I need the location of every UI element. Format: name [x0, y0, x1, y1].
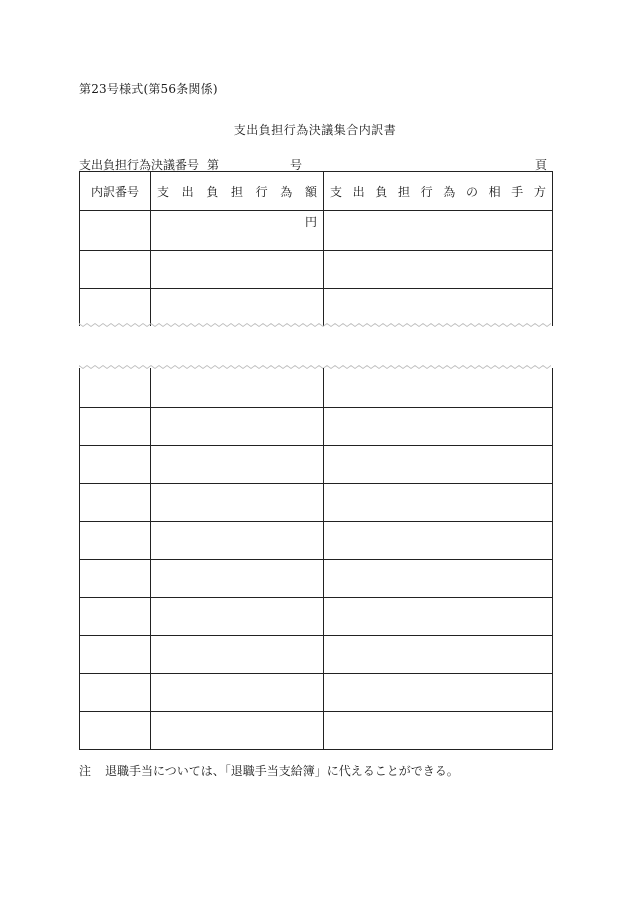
amount-cell[interactable] [151, 407, 324, 445]
breakdown-table-top [79, 171, 553, 326]
counterparty-cell[interactable] [324, 673, 553, 711]
table-row [80, 559, 553, 597]
counterparty-cell[interactable] [324, 597, 553, 635]
header-char: 出 [352, 184, 365, 199]
header-char: 行 [420, 184, 433, 199]
table-row [80, 445, 553, 483]
counterparty-cell[interactable] [324, 635, 553, 673]
page-label: 頁 [535, 158, 548, 172]
header-amount [151, 172, 324, 211]
table-header-row [80, 172, 553, 211]
breakdown-table-bottom [79, 368, 553, 750]
breakdown-number-cell[interactable] [80, 445, 151, 483]
header-char: の [465, 184, 478, 199]
table-break-wave-top [79, 322, 551, 328]
header-char: 支 [330, 184, 343, 199]
breakdown-number-cell[interactable] [80, 597, 151, 635]
counterparty-cell[interactable] [324, 407, 553, 445]
table-row [80, 483, 553, 521]
header-amount-chars [151, 183, 323, 200]
header-char: 為 [280, 184, 293, 199]
header-char: 手 [511, 184, 524, 199]
footnote-text: 退職手当については、「退職手当支給簿」に代えることができる。 [105, 764, 459, 778]
header-counterparty-chars [324, 183, 552, 200]
header-char: 負 [206, 184, 219, 199]
counterparty-cell[interactable] [324, 211, 553, 251]
breakdown-number-cell[interactable] [80, 368, 151, 407]
amount-cell[interactable] [151, 559, 324, 597]
table-row [80, 251, 553, 289]
header-char: 方 [533, 184, 546, 199]
counterparty-cell[interactable] [324, 711, 553, 749]
table-row [80, 407, 553, 445]
header-char: 担 [397, 184, 410, 199]
breakdown-number-cell[interactable] [80, 673, 151, 711]
table-row [80, 521, 553, 559]
document-title: 支出負担行為決議集合内訳書 [233, 123, 397, 137]
resolution-number-suffix: 号 [290, 158, 303, 172]
breakdown-number-cell[interactable] [80, 635, 151, 673]
breakdown-number-cell[interactable] [80, 711, 151, 749]
counterparty-cell[interactable] [324, 483, 553, 521]
table-row [80, 597, 553, 635]
amount-cell[interactable] [151, 445, 324, 483]
resolution-number-prefix: 第 [207, 158, 220, 172]
table-row [80, 368, 553, 407]
footnote-mark: 注 [79, 764, 92, 778]
breakdown-number-cell[interactable] [80, 251, 151, 289]
header-counterparty [324, 172, 553, 211]
breakdown-number-cell[interactable] [80, 211, 151, 251]
table-row [80, 711, 553, 749]
amount-cell[interactable] [151, 483, 324, 521]
amount-cell[interactable] [151, 711, 324, 749]
amount-cell[interactable] [151, 289, 324, 327]
yen-unit: 円 [304, 215, 317, 229]
counterparty-cell[interactable] [324, 521, 553, 559]
amount-cell[interactable] [151, 597, 324, 635]
counterparty-cell[interactable] [324, 251, 553, 289]
breakdown-number-cell[interactable] [80, 521, 151, 559]
counterparty-cell[interactable] [324, 445, 553, 483]
header-char: 額 [304, 184, 317, 199]
amount-cell[interactable] [151, 211, 324, 251]
amount-cell[interactable] [151, 521, 324, 559]
counterparty-cell[interactable] [324, 289, 553, 327]
header-char: 負 [375, 184, 388, 199]
amount-cell[interactable] [151, 673, 324, 711]
amount-cell[interactable] [151, 635, 324, 673]
breakdown-number-cell[interactable] [80, 289, 151, 327]
table-row [80, 673, 553, 711]
breakdown-number-cell[interactable] [80, 407, 151, 445]
header-char: 相 [488, 184, 501, 199]
header-char: 出 [181, 184, 194, 199]
breakdown-number-cell[interactable] [80, 559, 151, 597]
header-char: 為 [443, 184, 456, 199]
header-char: 支 [157, 184, 170, 199]
breakdown-number-cell[interactable] [80, 483, 151, 521]
amount-cell[interactable] [151, 368, 324, 407]
form-number: 第23号様式(第56条関係) [79, 82, 218, 96]
header-char: 行 [255, 184, 268, 199]
counterparty-cell[interactable] [324, 368, 553, 407]
table-row [80, 211, 553, 251]
header-breakdown-number: 内訳番号 [80, 172, 151, 211]
resolution-number-label: 支出負担行為決議番号 [79, 158, 200, 172]
header-char: 担 [230, 184, 243, 199]
amount-cell[interactable] [151, 251, 324, 289]
table-row [80, 635, 553, 673]
footnote [79, 762, 459, 779]
counterparty-cell[interactable] [324, 559, 553, 597]
table-row [80, 289, 553, 327]
